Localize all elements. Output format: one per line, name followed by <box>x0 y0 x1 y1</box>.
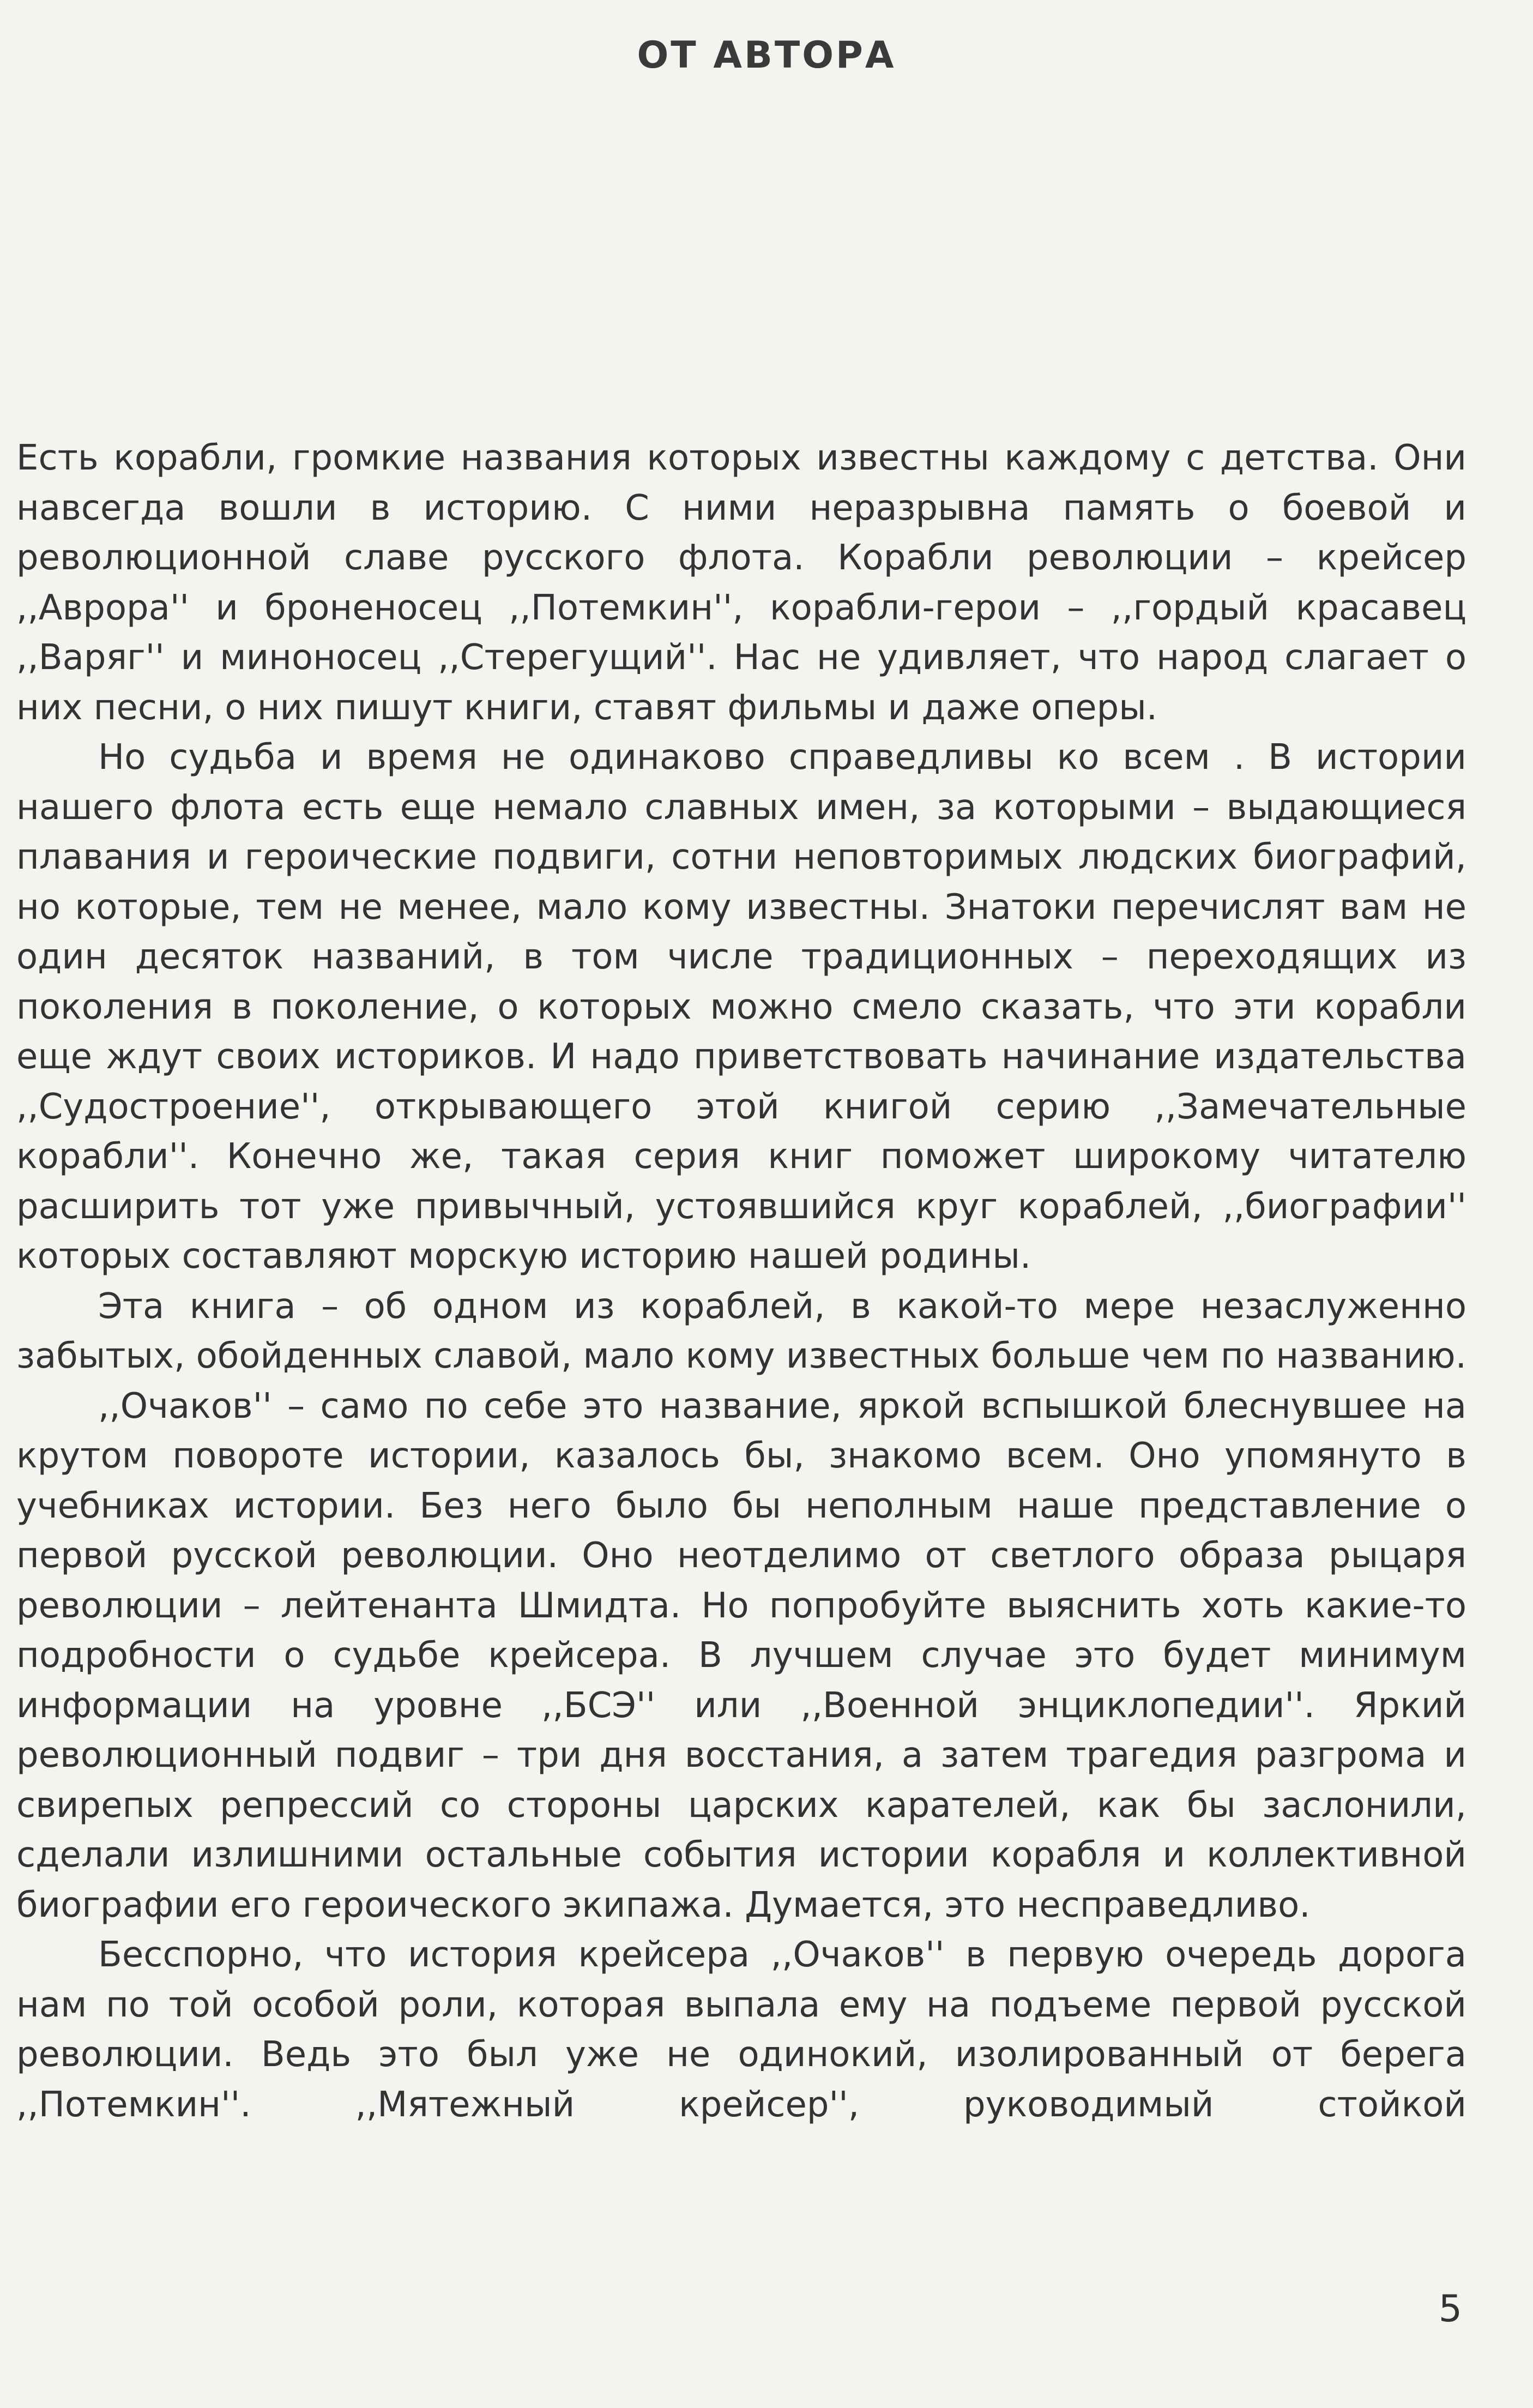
body-text <box>16 434 1466 2130</box>
paragraph-1: Есть корабли, громкие названия которых известны каждому с детства. Они навсегда вошли в историю. С ними неразрывна память о боевой и революционной славе русского флота. Корабли революции – крейсер ,,Аврора'' и броненосец ,,Потемкин'', корабли-герои – ,,гордый красавец ,,Варяг'' и миноносец ,,Стерегущий''. Нас не удивляет, что народ слагает о них песни, о них пишут книги, ставят фильмы и даже оперы. <box>16 438 1466 728</box>
chapter-title: ОТ АВТОРА <box>637 34 896 77</box>
paragraph-3: Эта книга – об одном из кораблей, в какой-то мере незаслуженно забытых, обойденных славой, мало кому известных больше чем по названию. <box>16 1286 1466 1376</box>
paragraph-4: ,,Очаков'' – само по себе это название, яркой вспышкой блеснувшее на крутом повороте истории, казалось бы, знакомо всем. Оно упомянуто в учебниках истории. Без него было бы неполным наше представление о первой русской революции. Оно неотделимо от светлого образа рыцаря революции – лейтенанта Шмидта. Но попробуйте выяснить хоть какие-то подробности о судьбе крейсера. В лучшем случае это будет минимум информации на уровне ,,БСЭ'' или ,,Военной энциклопедии''. Яркий революционный подвиг – три дня восстания, а затем трагедия разгрома и свирепых репрессий со стороны царских карателей, как бы заслонили, сделали излишними остальные события истории корабля и коллективной биографии его героического экипажа. Думается, это несправедливо. <box>16 1386 1466 1925</box>
page-number: 5 <box>1438 2287 1462 2331</box>
paragraph-5: Бесспорно, что история крейсера ,,Очаков'' в первую очередь дорога нам по той особой роли, которая выпала ему на подъеме первой русской революции. Ведь это был уже не одинокий, изолированный от берега ,,Потемкин''. ,,Мятежный крейсер'', руководимый стойкой <box>16 1935 1466 2125</box>
paragraph-2: Но судьба и время не одинаково справедливы ко всем . В истории нашего флота есть еще немало славных имен, за которыми – выдающиеся плавания и героические подвиги, сотни неповторимых людских биографий, но которые, тем не менее, мало кому известны. Знатоки перечислят вам не один десяток названий, в том числе традиционных – переходящих из поколения в поколение, о которых можно смело сказать, что эти корабли еще ждут своих историков. И надо приветствовать начинание издательства ,,Судостроение'', открывающего этой книгой серию ,,Замечательные корабли''. Конечно же, такая серия книг поможет широкому читателю расширить тот уже привычный, устоявшийся круг кораблей, ,,биографии'' которых составляют морскую историю нашей родины. <box>16 737 1466 1277</box>
